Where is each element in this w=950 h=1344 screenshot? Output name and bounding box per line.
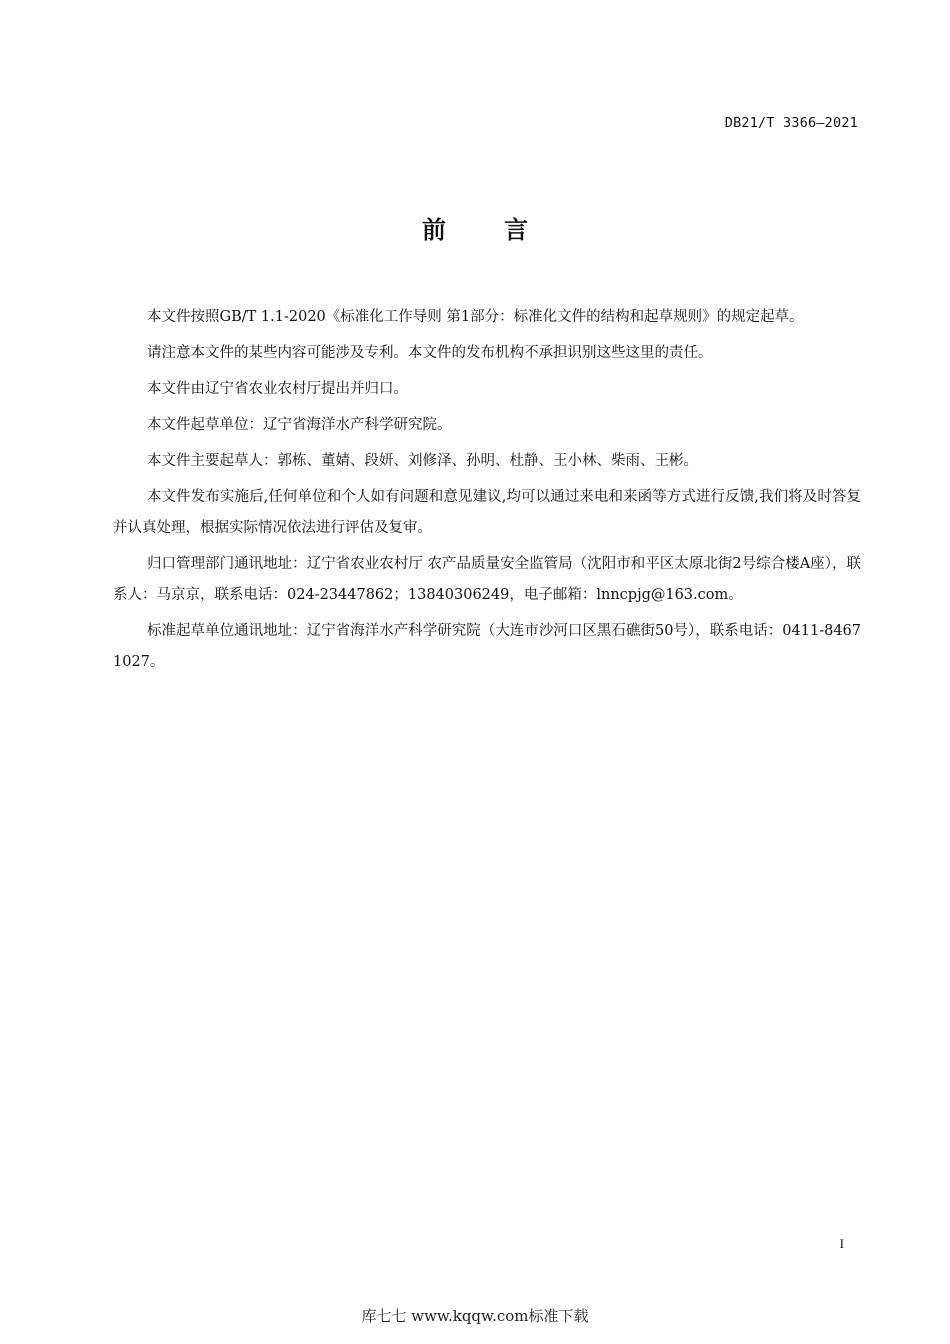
paragraph-patent-notice: 请注意本文件的某些内容可能涉及专利。本文件的发布机构不承担识别这些这里的责任。 <box>147 345 713 361</box>
footer-watermark: 库七七 www.kqqw.com标准下载 <box>361 1307 589 1325</box>
preface-body <box>113 302 861 683</box>
paragraph-standard-basis: 本文件按照GB/T 1.1-2020《标准化工作导则 第1部分：标准化文件的结构和起草规则》的规定起草。 <box>147 309 804 325</box>
title-char-2: 言 <box>504 216 528 244</box>
paragraph-proposer: 本文件由辽宁省农业农村厅提出并归口。 <box>147 381 408 397</box>
page-title <box>0 210 950 245</box>
paragraph-drafting-unit: 本文件起草单位：辽宁省海洋水产科学研究院。 <box>147 417 452 433</box>
title-char-1: 前 <box>422 216 446 244</box>
page-number: I <box>839 1236 844 1251</box>
paragraph-drafting-contact: 标准起草单位通讯地址：辽宁省海洋水产科学研究院（大连市沙河口区黑石礁街50号），联系电话：0411-84671027。 <box>113 623 861 670</box>
paragraph-drafters: 本文件主要起草人：郭栋、董婧、段妍、刘修泽、孙明、杜静、王小林、柴雨、王彬。 <box>147 453 698 469</box>
paragraph-management-contact: 归口管理部门通讯地址：辽宁省农业农村厅 农产品质量安全监管局（沈阳市和平区太原北街2号综合楼A座），联系人：马京京，联系电话：024-23447862；13840306249，电子邮箱：lnncpjg@163.com。 <box>113 556 861 603</box>
paragraph-feedback: 本文件发布实施后,任何单位和个人如有问题和意见建议,均可以通过来电和来函等方式进行反馈,我们将及时答复并认真处理，根据实际情况依法进行评估及复审。 <box>113 489 861 536</box>
document-code: DB21/T 3366—2021 <box>724 115 858 131</box>
